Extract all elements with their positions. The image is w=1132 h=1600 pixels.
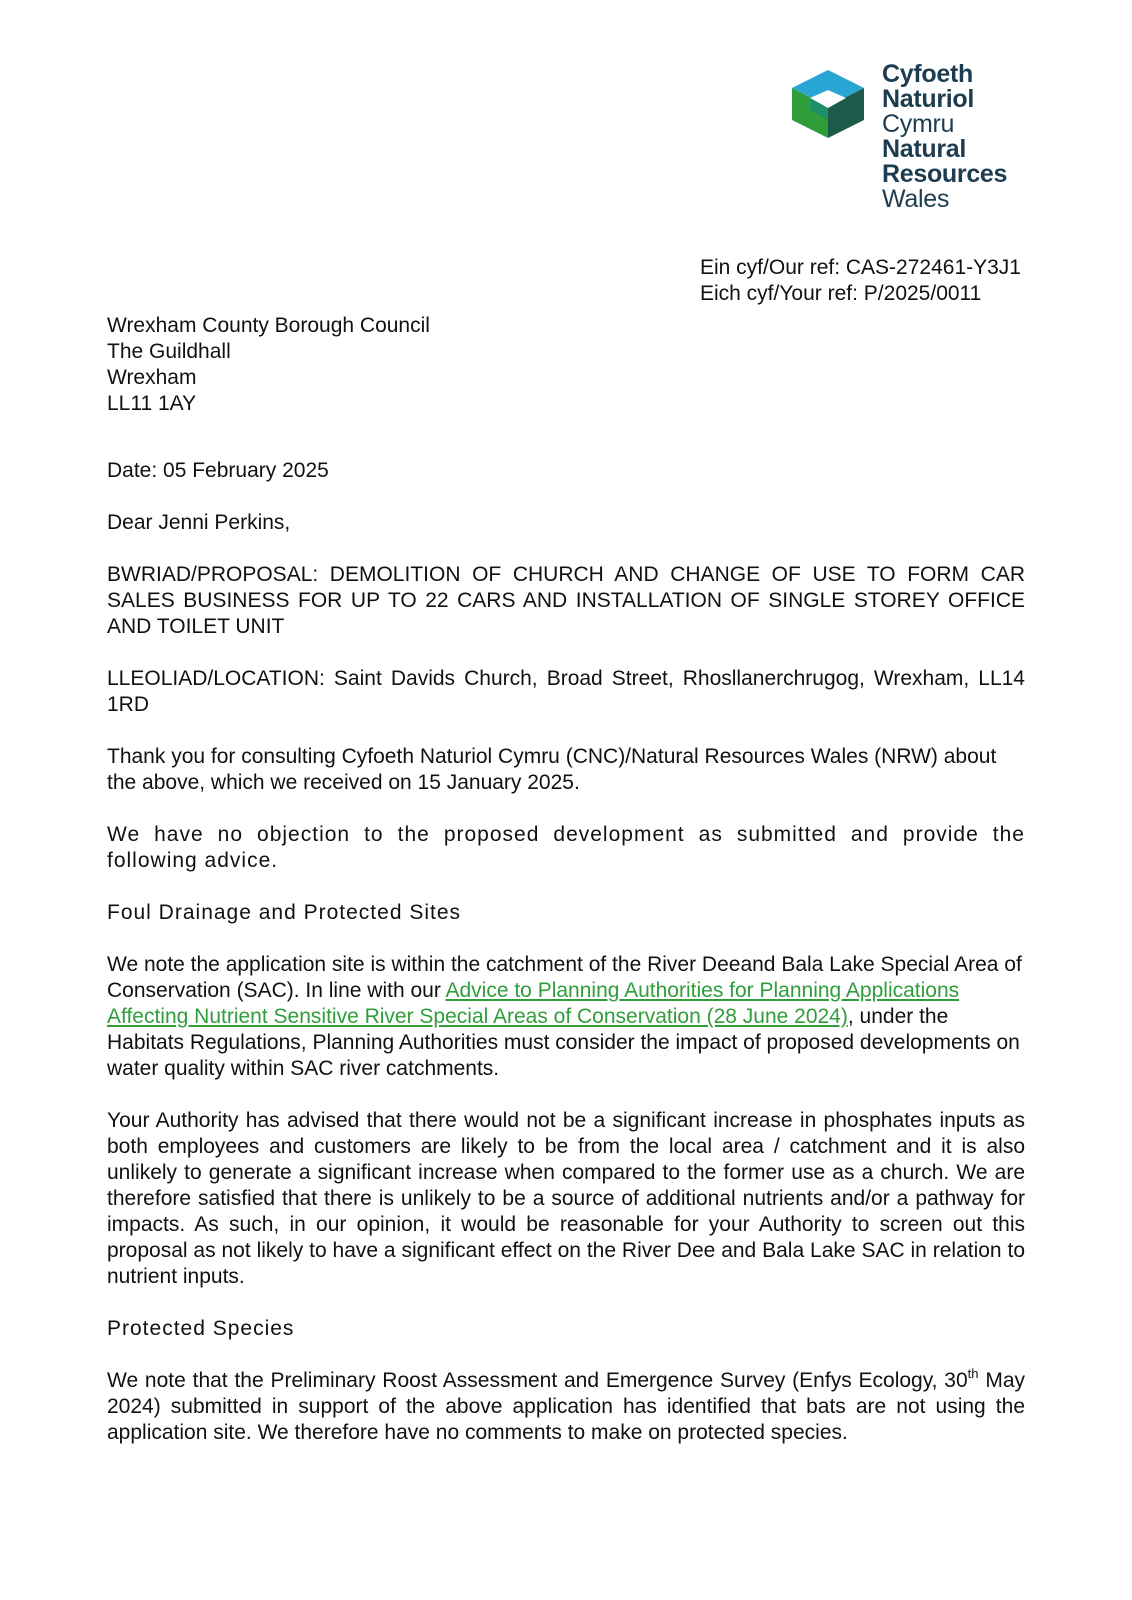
species-paragraph — [107, 1368, 1025, 1446]
logo-line-cymru: Cymru — [882, 110, 955, 138]
location-paragraph: LLEOLIAD/LOCATION: Saint Davids Church, Broad Street, Rhosllanerchrugog, Wrexham, LL14 1RD — [107, 667, 1025, 716]
species-text-start: We note that the Preliminary Roost Assessment and Emergence Survey (Enfys Ecology, 30 — [107, 1369, 968, 1392]
letter-body — [107, 458, 1025, 1472]
logo-line-resources: Resources — [882, 160, 1008, 188]
address-line: Wrexham — [107, 366, 197, 389]
ordinal-suffix: th — [967, 1366, 979, 1381]
drainage-text-start: We note the application site is within the catchment of the River Deeand Bala Lake Special Area of Conservation (SAC). In line with our — [107, 953, 1022, 1002]
authority-advice-paragraph: Your Authority has advised that there would not be a significant increase in phosphates inputs as both employees and customers are likely to be from the local area / catchment and it is also unlikely to generate a significant increase when compared to the former use as a church. We are therefore satisfied that there is unlikely to be a source of additional nutrients and/or a pathway for impacts. As such, in our opinion, it would be reasonable for your Authority to screen out this proposal as not likely to have a significant effect on the River Dee and Bala Lake SAC in relation to nutrient inputs. — [107, 1109, 1025, 1288]
recipient-address — [107, 313, 430, 417]
address-line: LL11 1AY — [107, 392, 197, 415]
reference-block — [700, 255, 1021, 307]
logo-line-wales: Wales — [882, 185, 950, 213]
your-reference: Eich cyf/Your ref: P/2025/0011 — [700, 282, 982, 305]
salutation: Dear Jenni Perkins, — [107, 511, 291, 534]
heading-foul-drainage: Foul Drainage and Protected Sites — [107, 901, 462, 924]
logo-line-natural: Natural — [882, 135, 967, 163]
logo-line-cyfoeth: Cyfoeth — [882, 60, 973, 88]
nutrient-advice-link[interactable]: Advice to Planning Authorities for Planning Applications Affecting Nutrient Sensitive River Special Areas of Conservation (28 June 2024) — [107, 979, 960, 1028]
nrw-logo-mark-icon — [790, 68, 866, 140]
letter-date: Date: 05 February 2025 — [107, 459, 329, 482]
no-objection-paragraph: We have no objection to the proposed development as submitted and provide the following advice. — [107, 823, 1025, 872]
our-reference: Ein cyf/Our ref: CAS-272461-Y3J1 — [700, 256, 1021, 279]
species-text-end: May 2024) submitted in support of the above application has identified that bats are not using the application site. We therefore have no comments to make on protected species. — [107, 1369, 1025, 1444]
thanks-paragraph: Thank you for consulting Cyfoeth Naturiol Cymru (CNC)/Natural Resources Wales (NRW) about the above, which we received on 15 January 2025. — [107, 745, 997, 794]
address-line: Wrexham County Borough Council — [107, 314, 430, 337]
nrw-logo-wordmark — [882, 62, 1007, 212]
heading-protected-species: Protected Species — [107, 1317, 295, 1340]
drainage-text-end: , under the Habitats Regulations, Planning Authorities must consider the impact of proposed developments on water quality within SAC river catchments. — [107, 1005, 1020, 1080]
logo-line-naturiol: Naturiol — [882, 85, 975, 113]
nrw-logo — [790, 62, 1030, 222]
proposal-paragraph: BWRIAD/PROPOSAL: DEMOLITION OF CHURCH AND CHANGE OF USE TO FORM CAR SALES BUSINESS FOR UP TO 22 CARS AND INSTALLATION OF SINGLE STOREY OFFICE AND TOILET UNIT — [107, 563, 1025, 638]
drainage-paragraph — [107, 952, 1025, 1082]
address-line: The Guildhall — [107, 340, 231, 363]
